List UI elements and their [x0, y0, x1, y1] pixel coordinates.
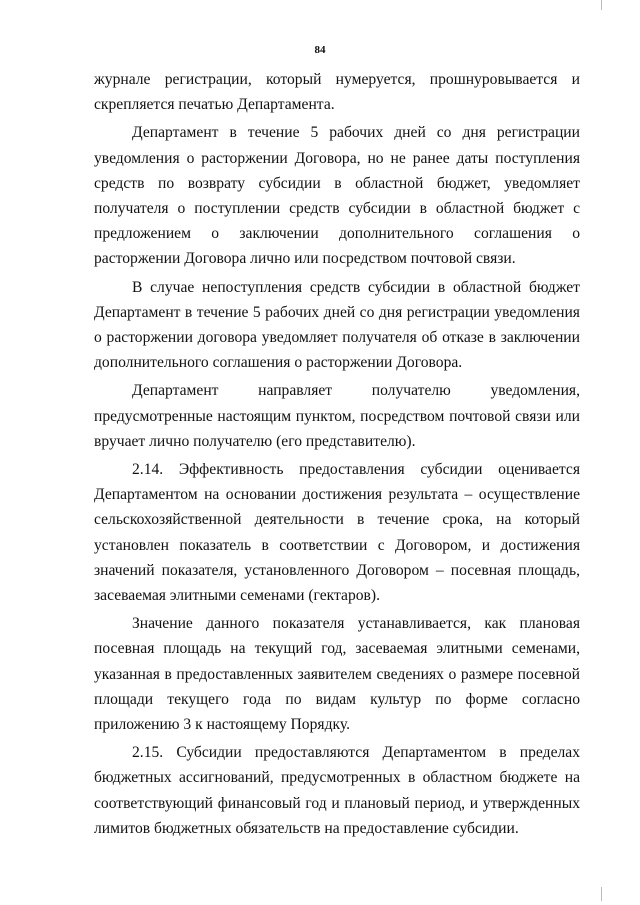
scan-edge-mark-top [601, 0, 602, 10]
document-body [94, 67, 580, 841]
paragraph-notification: Департамент в течение 5 рабочих дней со дня регистрации уведомления о расторжении Договора, но не ранее даты поступления средств по возврату субсидии в областной бюджет, уведомляет получателя о поступлении средств субсидии в областной бюджет с предложением о заключении дополнительного соглашения о расторжении Договора лично или посредством почтовой связи. [94, 124, 580, 268]
paragraph-delivery: Департамент направляет получателю уведомления, предусмотренные настоящим пунктом, посредством почтовой связи или вручает лично получателю (его представителю). [94, 382, 580, 450]
paragraph-continuation: журнале регистрации, который нумеруется, прошнуровывается и скрепляется печатью Департамента. [94, 71, 580, 114]
paragraph-clause-2-14: 2.14. Эффективность предоставления субсидии оценивается Департаментом на основании достижения результата – осуществление сельскохозяйственной деятельности в течение срока, на который установлен показатель в соответствии с Договором, и достижения значений показателя, установленного Договором – посевная площадь, засеваемая элитными семенами (гектаров). [94, 461, 580, 605]
scan-edge-mark-bottom [601, 887, 602, 901]
paragraph-clause-2-15: 2.15. Субсидии предоставляются Департаментом в пределах бюджетных ассигнований, предусмотренных в областном бюджете на соответствующий финансовый год и плановый период, и утвержденных лимитов бюджетных обязательств на предоставление субсидии. [94, 744, 580, 837]
page-number: 84 [314, 44, 326, 56]
paragraph-non-receipt: В случае непоступления средств субсидии в областной бюджет Департамент в течение 5 рабочих дней со дня регистрации уведомления о расторжении договора уведомляет получателя об отказе в заключении дополнительного соглашения о расторжении Договора. [94, 278, 580, 372]
paragraph-indicator-value: Значение данного показателя устанавливается, как плановая посевная площадь на текущий год, засеваемая элитными семенами, указанная в предоставленных заявителем сведениях о размере посевной площади текущего года по видам культур по форме согласно приложению 3 к настоящему Порядку. [94, 615, 580, 734]
